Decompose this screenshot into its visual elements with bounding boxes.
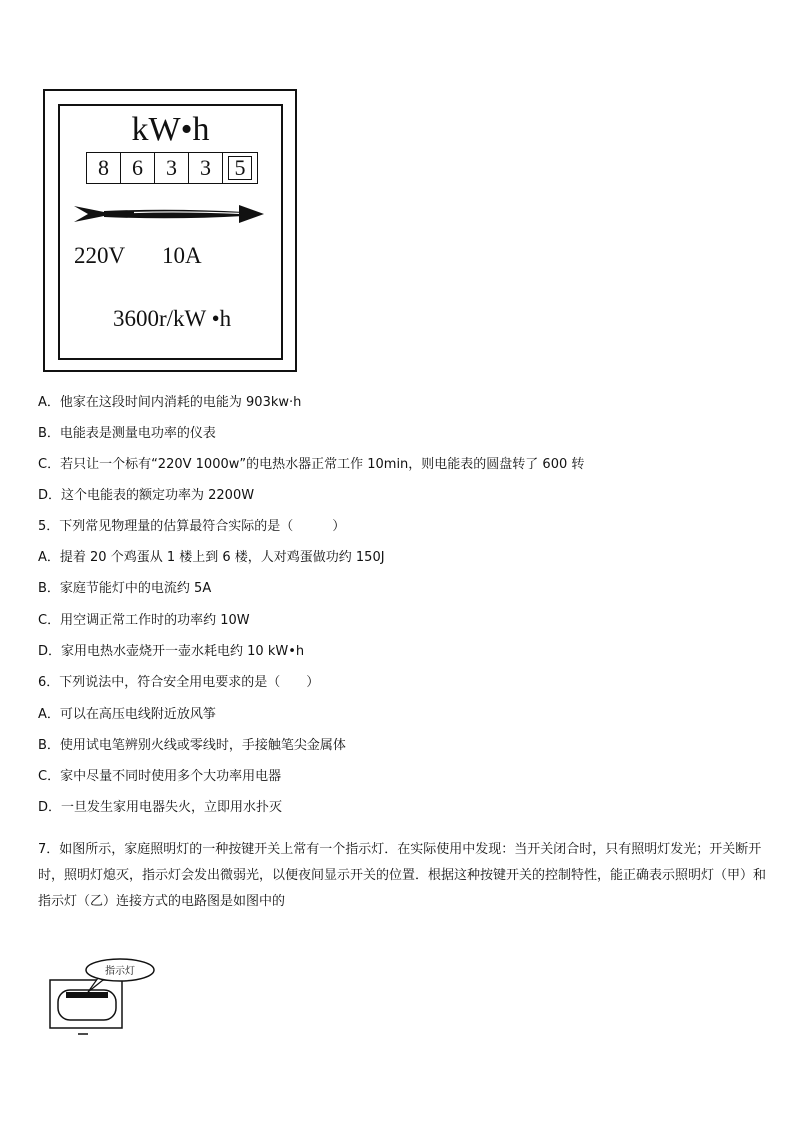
q6-option-b: B．使用试电笔辨别火线或零线时，手接触笔尖金属体 [38,738,346,753]
q6-option-a: A．可以在高压电线附近放风筝 [38,707,216,722]
meter-digit: 3 [189,153,223,183]
meter-voltage: 220V [74,243,126,268]
meter-digit: 6 [121,153,155,183]
q4-option-a: A．他家在这段时间内消耗的电能为 903kw·h [38,395,302,410]
q5-option-d: D．家用电热水壶烧开一壶水耗电约 10 kW•h [38,644,305,659]
switch-figure [48,958,158,1040]
meter-current: 10A [162,243,202,268]
indicator-label: 指示灯 [105,966,135,977]
meter-digit: 8 [87,153,121,183]
q5-option-b: B．家庭节能灯中的电流约 5A [38,581,212,596]
meter-pointer-arrow-icon [74,203,266,225]
meter-unit: kW•h [131,111,210,148]
q4-option-c: C．若只让一个标有“220V 1000w”的电热水器正常工作 10min，则电能表的圆盘转了 600 转 [38,457,585,472]
q6-option-c: C．家中尽量不同时使用多个大功率用电器 [38,769,282,784]
meter-revolutions: 3600r/kW •h [113,306,232,331]
q5-stem: 5．下列常见物理量的估算最符合实际的是（ ） [38,519,346,534]
q4-option-b: B．电能表是测量电功率的仪表 [38,426,216,441]
q7-stem: 7．如图所示，家庭照明灯的一种按键开关上常有一个指示灯．在实际使用中发现：当开关闭合时，只有照明灯发光；开关断开时，照明灯熄灭，指示灯会发出微弱光，以便夜间显示开关的位置．根据这种按键开关的控制特性，能正确表示照明灯（甲）和指示灯（乙）连接方式的电路图是如图中的 [38,842,767,909]
q4-option-d: D．这个电能表的额定功率为 2200W [38,488,255,503]
meter-digit-decimal: 5 [223,153,257,183]
q6-stem: 6．下列说法中，符合安全用电要求的是（ ） [38,675,320,690]
q6-option-d: D．一旦发生家用电器失火，立即用水扑灭 [38,800,283,815]
meter-digit: 3 [155,153,189,183]
q5-option-c: C．用空调正常工作时的功率约 10W [38,613,250,628]
q5-option-a: A．提着 20 个鸡蛋从 1 楼上到 6 楼，人对鸡蛋做功约 150J [38,550,385,565]
meter-digits [86,152,258,184]
